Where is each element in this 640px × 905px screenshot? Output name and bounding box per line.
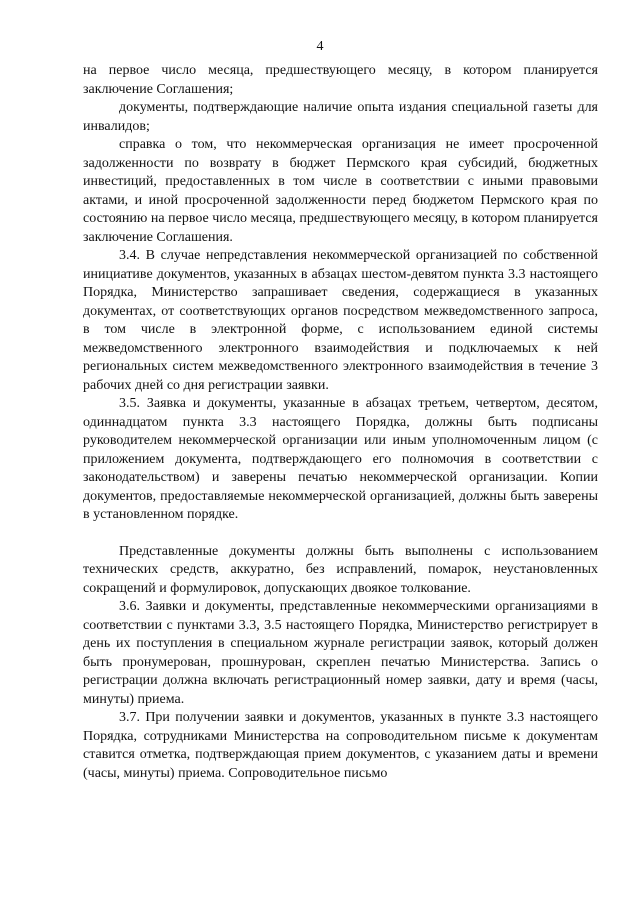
paragraph: 3.6. Заявки и документы, представленные некоммерческими организациями в соответствии с пунктами 3.3, 3.5 настоящего Порядка, Министерство регистрирует в день их поступления в специальном журнале регистрации заявок, который должен быть пронумерован, прошнурован, скреплен печатью Министерства. Запись о регистрации должна включать регистрационный номер заявки, дату и время (часы, минуты) приема. — [83, 599, 598, 707]
paragraph: Представленные документы должны быть выполнены с использованием технических средств, аккуратно, без исправлений, помарок, неустановленных сокращений и формулировок, допускающих двоякое толкование. — [83, 543, 598, 596]
page-number: 4 — [316, 39, 324, 54]
paragraph: на первое число месяца, предшествующего месяцу, в котором планируется заключение Соглашения; — [83, 63, 598, 97]
document-body — [83, 62, 598, 783]
paragraph: 3.7. При получении заявки и документов, указанных в пункте 3.3 настоящего Порядка, сотрудниками Министерства на сопроводительном письме к документам ставится отметка, подтверждающая прием документов, с указанием даты и времени (часы, минуты) приема. Сопроводительное письмо — [83, 710, 598, 781]
paragraph: 3.4. В случае непредставления некоммерческой организацией по собственной инициативе документов, указанных в абзацах шестом-девятом пункта 3.3 настоящего Порядка, Министерство запрашивает сведения, содержащиеся в указанных документах, от соответствующих органов посредством межведомственного запроса, в том числе в электронной форме, с использованием единой системы межведомственного электронного взаимодействия и подключаемых к ней региональных систем межведомственного электронного взаимодействия в течение 3 рабочих дней со дня регистрации заявки. — [83, 248, 598, 393]
paragraph: документы, подтверждающие наличие опыта издания специальной газеты для инвалидов; — [83, 100, 598, 134]
paragraph: 3.5. Заявка и документы, указанные в абзацах третьем, четвертом, десятом, одиннадцатом пункта 3.3 настоящего Порядка, должны быть подписаны руководителем некоммерческой организации или иным уполномоченным лицом (с приложением документа, подтверждающего его полномочия в соответствии с законодательством) и заверены печатью некоммерческой организации. Копии документов, предоставляемые некоммерческой организацией, должны быть заверены в установленном порядке. — [83, 396, 598, 522]
paragraph: справка о том, что некоммерческая организация не имеет просроченной задолженности по возврату в бюджет Пермского края субсидий, бюджетных инвестиций, предоставленных в том числе в соответствии с иными правовыми актами, и иной просроченной задолженности перед бюджетом Пермского края по состоянию на первое число месяца, предшествующего месяцу, в котором планируется заключение Соглашения. — [83, 137, 598, 245]
